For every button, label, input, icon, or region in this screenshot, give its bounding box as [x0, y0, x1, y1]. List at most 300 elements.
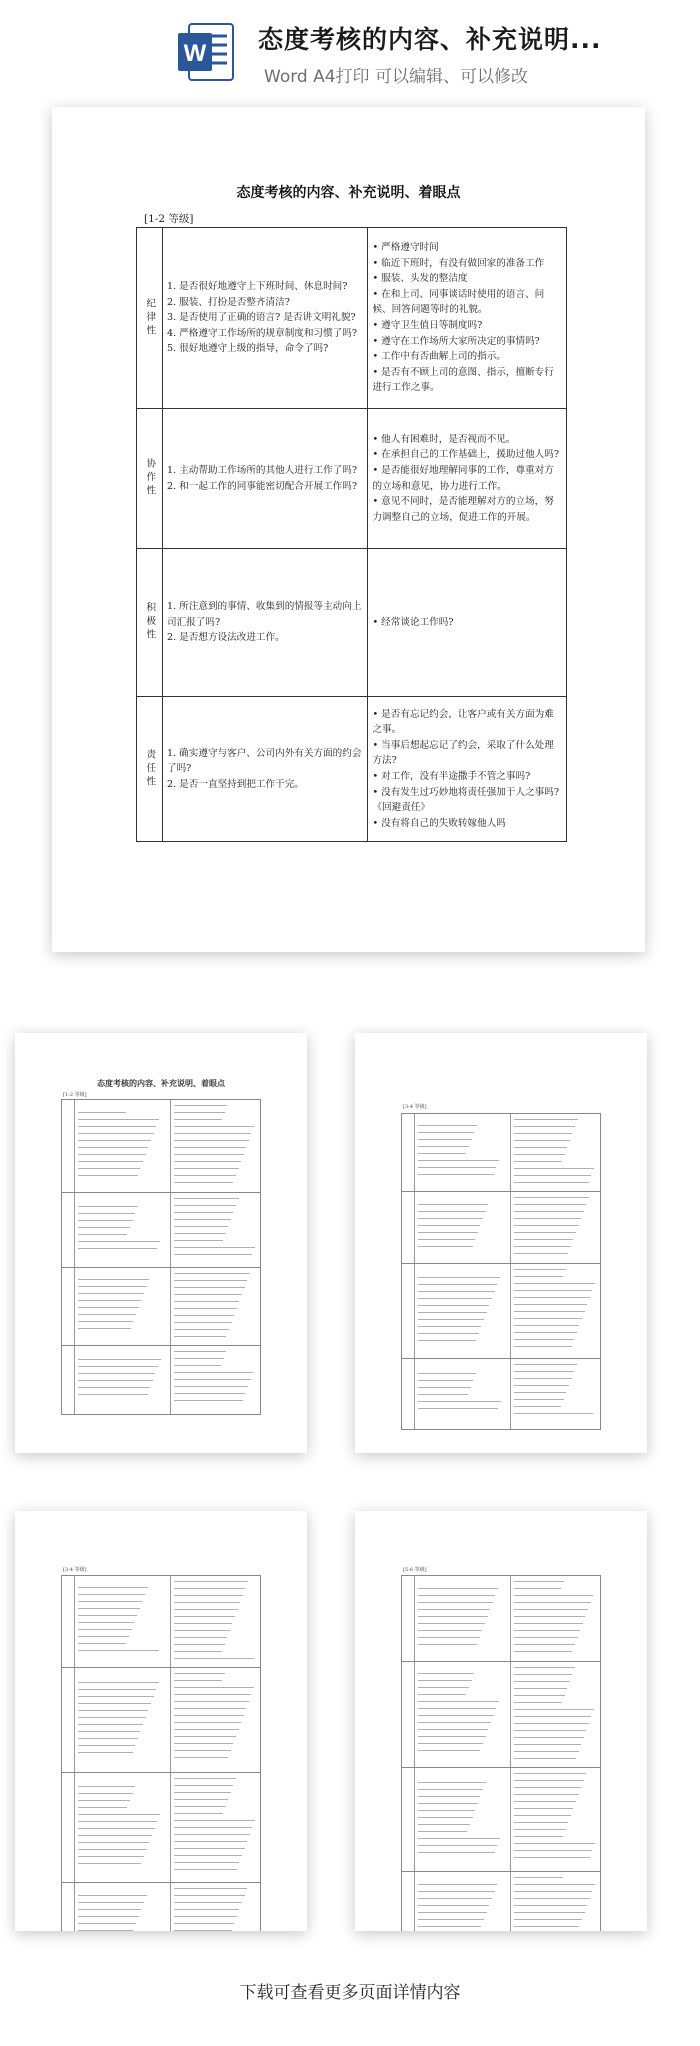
thumbnail-text-line	[418, 1246, 473, 1247]
thumbnail-text-line	[418, 1232, 478, 1233]
thumbnail-text-line	[174, 1862, 239, 1863]
thumbnail-text-line	[514, 1780, 584, 1781]
category-cell: 积极性	[137, 549, 163, 697]
thumbnail-grade: [3-4 等级]	[403, 1104, 427, 1110]
thumbnail-text-line	[174, 1233, 226, 1234]
thumbnail-text-line	[514, 1346, 572, 1347]
thumbnail-text-line	[514, 1730, 586, 1731]
thumbnail-text-line	[418, 1845, 497, 1846]
thumbnail-text-line	[514, 1801, 576, 1802]
category-cell: 协作性	[137, 409, 163, 549]
thumbnail-text-line	[174, 1895, 245, 1896]
thumbnail-text-line	[514, 1211, 584, 1212]
thumbnail-text-line	[418, 1609, 490, 1610]
thumbnail-text-line	[174, 1623, 232, 1624]
thumbnail-text-line	[174, 1848, 245, 1849]
thumbnail-text-line	[514, 1651, 572, 1652]
thumbnail-text-line	[78, 1916, 139, 1917]
thumbnail-text-line	[78, 1682, 159, 1683]
thumbnail-text-line	[174, 1602, 240, 1603]
thumbnail-text-line	[78, 1112, 126, 1113]
thumbnail-text-line	[418, 1305, 489, 1306]
thumbnail-text-line	[78, 1650, 159, 1651]
thumbnail-text-line	[78, 1724, 143, 1725]
table-row	[137, 228, 567, 409]
thumbnail-text-line	[418, 1831, 467, 1832]
thumbnail-text-line	[78, 1745, 135, 1746]
thumbnail-text-line	[514, 1276, 563, 1277]
thumbnail-text-line	[174, 1813, 223, 1814]
thumbnail-text-line	[514, 1318, 582, 1319]
thumbnail-text-line	[418, 1838, 500, 1839]
thumbnail-text-line	[174, 1722, 241, 1723]
thumbnail-text-line	[174, 1182, 233, 1183]
thumbnail-text-line	[174, 1923, 234, 1924]
thumbnail-text-line	[174, 1757, 228, 1758]
thumbnail-text-line	[418, 1694, 466, 1695]
thumbnail-table	[61, 1099, 261, 1415]
thumbnail-text-line	[418, 1394, 468, 1395]
thumbnail-text-line	[174, 1743, 233, 1744]
thumbnail-text-line	[514, 1905, 587, 1906]
thumbnail-table	[401, 1575, 601, 1931]
thumbnail-text-line	[514, 1204, 586, 1205]
thumbnail-text-line	[78, 1394, 148, 1395]
thumbnail-text-line	[514, 1154, 565, 1155]
thumbnail-text-line	[514, 1688, 567, 1689]
thumbnail-text-line	[78, 1731, 140, 1732]
thumbnail-text-line	[514, 1630, 580, 1631]
thumbnail-text-line	[78, 1314, 136, 1315]
thumbnail-text-line	[78, 1622, 134, 1623]
thumbnail-text-line	[174, 1687, 254, 1688]
thumbnail-text-line	[78, 1248, 157, 1249]
page-thumbnail-1[interactable]	[15, 1033, 307, 1453]
thumbnail-text-line	[514, 1926, 579, 1927]
thumbnail-text-line	[174, 1175, 236, 1176]
thumbnail-text-line	[514, 1609, 588, 1610]
thumbnail-text-line	[174, 1792, 231, 1793]
thumbnail-text-line	[78, 1821, 157, 1822]
category-cell: 责任性	[137, 697, 163, 842]
thumbnail-text-line	[78, 1689, 156, 1690]
thumbnail-text-line	[174, 1168, 239, 1169]
thumbnail-text-line	[514, 1898, 590, 1899]
thumbnail-text-line	[514, 1843, 595, 1844]
thumbnail-text-line	[174, 1240, 223, 1241]
thumbnail-text-line	[418, 1401, 501, 1402]
thumbnail-text-line	[418, 1616, 488, 1617]
thumbnail-text-line	[78, 1895, 147, 1896]
thumbnail-text-line	[514, 1371, 574, 1372]
question-cell: 1. 主动帮助工作场所的其他人进行工作了吗? 2. 和一起工作的同事能密切配合开展工作吗?	[162, 409, 367, 549]
thumbnail-grade: [1-2 等级]	[63, 1092, 87, 1098]
thumbnail-text-line	[514, 1623, 583, 1624]
thumbnail-text-line	[418, 1623, 485, 1624]
thumbnail-text-line	[514, 1891, 592, 1892]
thumbnail-text-line	[174, 1219, 231, 1220]
thumbnail-text-line	[78, 1147, 148, 1148]
thumbnail-text-line	[78, 1800, 130, 1801]
thumbnail-text-line	[418, 1630, 482, 1631]
thumbnail-text-line	[418, 1701, 499, 1702]
thumbnail-text-line	[174, 1294, 242, 1295]
thumbnail-text-line	[174, 1198, 239, 1199]
thumbnail-text-line	[78, 1643, 126, 1644]
thumbnail-text-line	[514, 1339, 574, 1340]
document-subtitle: Word A4打印 可以编辑、可以修改	[264, 67, 528, 87]
thumbnail-text-line	[514, 1392, 566, 1393]
thumbnail-text-line	[78, 1696, 154, 1697]
thumbnail-text-line	[174, 1322, 232, 1323]
thumbnail-text-line	[418, 1708, 496, 1709]
thumbnail-text-line	[418, 1218, 483, 1219]
thumbnail-text-line	[174, 1916, 237, 1917]
thumbnail-text-line	[514, 1232, 576, 1233]
thumbnail-text-line	[174, 1827, 252, 1828]
thumbnail-text-line	[418, 1333, 479, 1334]
thumbnail-text-line	[514, 1919, 582, 1920]
thumbnail-text-line	[174, 1140, 249, 1141]
thumbnail-text-line	[418, 1211, 486, 1212]
thumbnail-text-line	[78, 1161, 143, 1162]
grade-label: [1-2 等级]	[144, 213, 194, 225]
thumbnail-text-line	[418, 1380, 473, 1381]
thumbnail-text-line	[418, 1637, 480, 1638]
thumbnail-text-line	[514, 1399, 564, 1400]
thumbnail-text-line	[514, 1119, 578, 1120]
thumbnail-text-line	[418, 1898, 492, 1899]
thumbnail-text-line	[514, 1311, 585, 1312]
thumbnail-text-line	[418, 1284, 497, 1285]
thumbnail-text-line	[78, 1738, 138, 1739]
thumbnail-text-line	[514, 1681, 570, 1682]
thumbnail-text-line	[514, 1378, 572, 1379]
thumbnail-text-line	[418, 1736, 486, 1737]
thumbnail-text-line	[78, 1119, 159, 1120]
thumbnail-text-line	[418, 1277, 500, 1278]
thumbnail-text-line	[418, 1687, 469, 1688]
document-page-preview[interactable]	[52, 107, 645, 952]
question-cell: 1. 是否很好地遵守上下班时间、休息时间? 2. 服装、打扮是否整齐清洁? 3. 是否使用了正确的语言? 是否讲文明礼貌? 4. 严格遵守工作场所的规章制度和习惯了吗? 5. 很好地遵守上级的指导，命令了吗?	[162, 228, 367, 409]
word-logo-letter: W	[183, 40, 207, 67]
thumbnail-text-line	[78, 1373, 155, 1374]
thumbnail-text-line	[514, 1723, 589, 1724]
thumbnail-text-line	[78, 1227, 130, 1228]
thumbnail-text-line	[514, 1836, 563, 1837]
thumbnail-text-line	[514, 1644, 575, 1645]
thumbnail-text-line	[78, 1587, 148, 1588]
thumbnail-text-line	[514, 1602, 591, 1603]
thumbnail-text-line	[78, 1856, 144, 1857]
thumbnail-text-line	[418, 1789, 483, 1790]
thumbnail-text-line	[174, 1308, 237, 1309]
thumbnail-text-line	[418, 1715, 494, 1716]
thumbnail-text-line	[418, 1160, 499, 1161]
thumbnail-text-line	[78, 1154, 146, 1155]
points-cell: • 经常谈论工作吗?	[368, 549, 567, 697]
thumbnail-text-line	[514, 1133, 572, 1134]
thumbnail-text-line	[418, 1729, 488, 1730]
thumbnail-text-line	[514, 1787, 581, 1788]
page-thumbnail-3[interactable]	[15, 1511, 307, 1931]
thumbnail-text-line	[174, 1205, 236, 1206]
thumbnail-text-line	[78, 1213, 135, 1214]
thumbnail-table	[401, 1113, 601, 1430]
thumbnail-text-line	[78, 1168, 140, 1169]
thumbnail-text-line	[418, 1852, 495, 1853]
word-file-icon	[175, 20, 239, 84]
thumbnail-text-line	[174, 1161, 241, 1162]
thumbnail-text-line	[418, 1146, 469, 1147]
thumbnail-text-line	[174, 1351, 226, 1352]
thumbnail-text-line	[174, 1637, 227, 1638]
thumbnail-text-line	[174, 1301, 239, 1302]
thumbnail-text-line	[514, 1773, 586, 1774]
page-thumbnail-2[interactable]	[355, 1033, 647, 1453]
thumbnail-text-line	[78, 1902, 144, 1903]
thumbnail-text-line	[514, 1751, 579, 1752]
question-cell: 1. 所注意到的事情、收集到的情报等主动向上司汇报了吗? 2. 是否想方设法改进工作。	[162, 549, 367, 697]
thumbnail-text-line	[78, 1849, 147, 1850]
thumbnail-text-line	[78, 1615, 137, 1616]
thumbnail-text-line	[78, 1703, 151, 1704]
thumbnail-text-line	[514, 1290, 592, 1291]
thumbnail-text-line	[514, 1808, 573, 1809]
thumbnail-text-line	[418, 1644, 477, 1645]
thumbnail-text-line	[514, 1140, 570, 1141]
thumbnail-text-line	[174, 1644, 225, 1645]
thumbnail-text-line	[174, 1708, 246, 1709]
thumbnail-text-line	[514, 1283, 595, 1284]
thumbnail-text-line	[514, 1175, 591, 1176]
thumbnail-text-line	[78, 1300, 141, 1301]
thumbnail-text-line	[78, 1307, 139, 1308]
thumbnail-text-line	[418, 1387, 471, 1388]
thumbnail-text-line	[418, 1204, 488, 1205]
thumbnail-text-line	[418, 1926, 481, 1927]
thumbnail-text-line	[418, 1291, 495, 1292]
table-row	[137, 409, 567, 549]
thumbnail-text-line	[514, 1325, 579, 1326]
thumbnail-text-line	[514, 1297, 590, 1298]
thumbnail-text-line	[174, 1372, 253, 1373]
thumbnail-text-line	[78, 1126, 156, 1127]
table-row	[137, 549, 567, 697]
thumbnail-text-line	[418, 1319, 484, 1320]
thumbnail-text-line	[418, 1796, 480, 1797]
thumbnail-text-line	[418, 1722, 491, 1723]
thumbnail-text-line	[174, 1902, 242, 1903]
thumbnail-text-line	[78, 1807, 127, 1808]
thumbnail-text-line	[174, 1658, 254, 1659]
thumbnail-text-line	[78, 1717, 146, 1718]
thumbnail-text-line	[174, 1616, 235, 1617]
thumbnail-text-line	[78, 1380, 153, 1381]
thumbnail-title: 态度考核的内容、补充说明、着眼点	[97, 1078, 225, 1088]
thumbnail-text-line	[174, 1930, 232, 1931]
thumbnail-text-line	[514, 1616, 585, 1617]
thumbnail-text-line	[174, 1287, 245, 1288]
thumbnail-text-line	[514, 1716, 591, 1717]
thumbnail-text-line	[418, 1919, 484, 1920]
thumbnail-text-line	[514, 1161, 562, 1162]
thumbnail-text-line	[174, 1119, 222, 1120]
thumbnail-text-line	[514, 1182, 589, 1183]
thumbnail-text-line	[174, 1888, 247, 1889]
thumbnail-text-line	[514, 1857, 590, 1858]
thumbnail-text-line	[78, 1909, 141, 1910]
thumbnail-text-line	[174, 1212, 233, 1213]
thumbnail-text-line	[174, 1609, 238, 1610]
thumbnail-text-line	[514, 1667, 575, 1668]
thumbnail-text-line	[514, 1239, 573, 1240]
thumbnail-text-line	[418, 1884, 497, 1885]
thumbnail-text-line	[514, 1702, 562, 1703]
page-thumbnail-4[interactable]	[355, 1511, 647, 1931]
thumbnail-text-line	[514, 1246, 571, 1247]
thumbnail-text-line	[174, 1280, 247, 1281]
thumbnail-text-line	[78, 1133, 154, 1134]
thumbnail-text-line	[514, 1304, 587, 1305]
thumbnail-text-line	[174, 1841, 247, 1842]
thumbnail-text-line	[78, 1321, 133, 1322]
thumbnail-text-line	[174, 1226, 228, 1227]
thumbnail-text-line	[514, 1168, 594, 1169]
thumbnail-text-line	[78, 1863, 141, 1864]
thumbnail-text-line	[418, 1373, 476, 1374]
thumbnail-text-line	[78, 1608, 140, 1609]
thumbnail-text-line	[174, 1133, 251, 1134]
thumbnail-text-line	[78, 1601, 142, 1602]
document-title-heading: 态度考核的内容、补充说明...	[258, 25, 602, 54]
thumbnail-text-line	[174, 1336, 226, 1337]
thumbnail-text-line	[514, 1332, 577, 1333]
thumbnail-text-line	[174, 1729, 239, 1730]
thumbnail-text-line	[418, 1139, 472, 1140]
thumbnail-text-line	[514, 1385, 569, 1386]
thumbnail-text-line	[514, 1850, 592, 1851]
thumbnail-text-line	[418, 1174, 494, 1175]
thumbnail-text-line	[174, 1701, 249, 1702]
thumbnail-text-line	[174, 1273, 250, 1274]
thumbnail-text-line	[418, 1673, 474, 1674]
thumbnail-text-line	[174, 1834, 250, 1835]
thumbnail-text-line	[418, 1817, 473, 1818]
thumbnail-text-line	[78, 1175, 138, 1176]
thumbnail-text-line	[418, 1810, 475, 1811]
thumbnail-text-line	[78, 1220, 133, 1221]
thumbnail-text-line	[514, 1253, 568, 1254]
thumbnail-text-line	[514, 1877, 563, 1878]
thumbnail-text-line	[78, 1930, 133, 1931]
thumbnail-text-line	[174, 1736, 236, 1737]
thumbnail-text-line	[174, 1785, 233, 1786]
thumbnail-text-line	[418, 1326, 481, 1327]
thumbnail-text-line	[418, 1167, 496, 1168]
thumbnail-text-line	[78, 1206, 138, 1207]
thumbnail-text-line	[514, 1218, 581, 1219]
thumbnail-text-line	[78, 1286, 147, 1287]
thumbnail-text-line	[174, 1799, 228, 1800]
thumbnail-text-line	[174, 1247, 255, 1248]
thumbnail-text-line	[174, 1400, 243, 1401]
points-cell: • 严格遵守时间 • 临近下班时，有没有做回家的准备工作 • 服装、头发的整洁度 • 在和上司、同事谈话时使用的语言、问候、回答问题等时的礼貌。 • 遵守卫生值日等制度吗? • 遵守在工作场所大家所决定的事情吗? • 工作中有否曲解上司的指示。 • 是否有不顾上司的意图、指示，擅断专行进行工作之事。	[368, 228, 567, 409]
thumbnail-text-line	[514, 1637, 578, 1638]
thumbnail-text-line	[418, 1588, 498, 1589]
thumbnail-text-line	[514, 1709, 594, 1710]
thumbnail-text-line	[514, 1794, 579, 1795]
thumbnail-text-line	[514, 1674, 572, 1675]
thumbnail-text-line	[78, 1636, 129, 1637]
thumbnail-text-line	[78, 1828, 155, 1829]
thumbnail-text-line	[418, 1750, 480, 1751]
points-cell: • 他人有困难时，是否视而不见。 • 在承担自己的工作基础上，援助过他人吗? • 是否能很好地理解同事的工作，尊重对方的立场和意见，协力进行工作。 • 意见不同时，是否能理解对方的立场，努力调整自己的立场，促进工作的开展。	[368, 409, 567, 549]
thumbnail-text-line	[514, 1364, 577, 1365]
thumbnail-text-line	[174, 1126, 254, 1127]
thumbnail-text-line	[78, 1328, 131, 1329]
category-cell: 纪律性	[137, 228, 163, 409]
thumbnail-text-line	[174, 1393, 245, 1394]
thumbnail-text-line	[78, 1842, 149, 1843]
thumbnail-text-line	[514, 1744, 581, 1745]
thumbnail-text-line	[514, 1884, 595, 1885]
thumbnail-text-line	[78, 1814, 160, 1815]
thumbnail-text-line	[174, 1778, 236, 1779]
thumbnail-text-line	[418, 1891, 495, 1892]
thumbnail-text-line	[174, 1680, 222, 1681]
thumbnail-text-line	[174, 1909, 239, 1910]
thumbnail-text-line	[174, 1806, 226, 1807]
thumbnail-grade: [3-4 等级]	[63, 1567, 87, 1573]
thumbnail-text-line	[514, 1269, 566, 1270]
thumbnail-text-line	[78, 1359, 161, 1360]
thumbnail-text-line	[514, 1588, 561, 1589]
thumbnail-text-line	[78, 1786, 135, 1787]
thumbnail-text-line	[78, 1366, 158, 1367]
thumbnail-text-line	[514, 1126, 575, 1127]
thumbnail-text-line	[174, 1329, 229, 1330]
thumbnail-text-line	[418, 1132, 474, 1133]
thumbnail-text-line	[174, 1855, 242, 1856]
thumbnail-text-line	[514, 1829, 566, 1830]
thumbnail-text-line	[174, 1365, 221, 1366]
thumbnail-text-line	[174, 1358, 224, 1359]
thumbnail-text-line	[78, 1752, 133, 1753]
thumbnail-text-line	[514, 1815, 571, 1816]
thumbnail-text-line	[174, 1154, 244, 1155]
thumbnail-text-line	[174, 1694, 251, 1695]
thumbnail-text-line	[174, 1112, 225, 1113]
download-more-link[interactable]: 下载可查看更多页面详情内容	[239, 1983, 461, 2003]
thumbnail-text-line	[78, 1140, 151, 1141]
thumbnail-table	[61, 1575, 261, 1931]
thumbnail-text-line	[174, 1820, 255, 1821]
thumbnail-text-line	[174, 1750, 231, 1751]
thumbnail-text-line	[514, 1822, 568, 1823]
thumbnail-text-line	[174, 1869, 237, 1870]
thumbnail-text-line	[514, 1581, 564, 1582]
thumbnail-grade: [5-6 等级]	[403, 1567, 427, 1573]
thumbnail-text-line	[514, 1912, 585, 1913]
thumbnail-text-line	[418, 1602, 493, 1603]
thumbnail-text-line	[174, 1147, 246, 1148]
thumbnail-text-line	[514, 1147, 567, 1148]
thumbnail-text-line	[514, 1695, 565, 1696]
thumbnail-text-line	[418, 1803, 478, 1804]
thumbnail-text-line	[78, 1234, 127, 1235]
thumbnail-text-line	[418, 1408, 498, 1409]
